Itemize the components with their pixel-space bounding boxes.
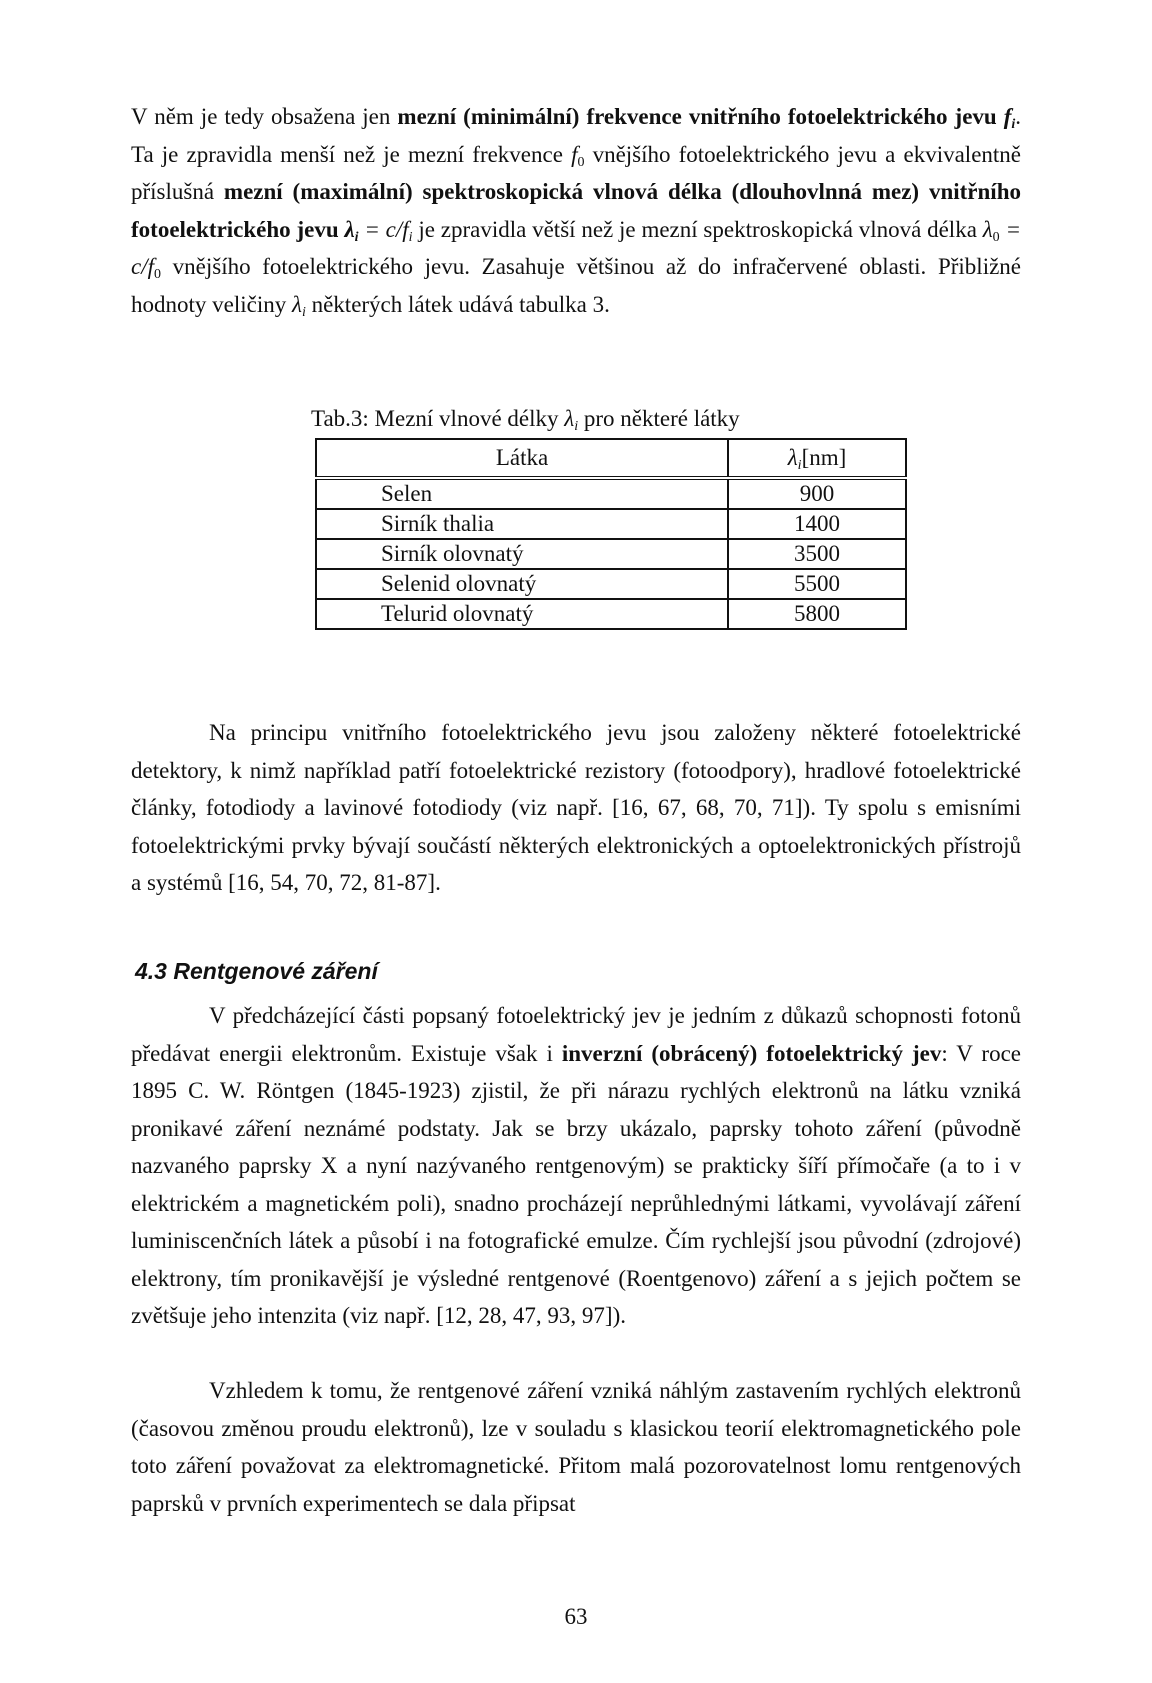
table-header-row — [316, 439, 906, 478]
section-heading: 4.3 Rentgenové záření — [135, 958, 378, 984]
symbol-lambda: λ — [291, 291, 302, 317]
subscript: i — [301, 304, 306, 320]
subscript: 0 — [577, 154, 585, 170]
subscript: 0 — [154, 267, 161, 282]
table-row — [316, 569, 906, 599]
substance-cell: Telurid olovnatý — [316, 599, 728, 629]
subscript: i — [354, 229, 359, 245]
subscript: 0 — [992, 229, 1000, 245]
substance-cell: Selenid olovnatý — [316, 569, 728, 599]
intro-paragraph — [131, 98, 1021, 323]
table-row — [316, 599, 906, 629]
header-substance: Látka — [316, 439, 728, 478]
bold-term: mezní (maximální) spektroskopická vlnová délka (dlouhovlnná mez) vnitřního fotoelektrického jevu — [131, 179, 1021, 242]
substance-cell: Selen — [316, 478, 728, 509]
text: vnějšího fotoelektrického jevu. Zasahuje většinou až do infračervené oblasti. Přibližné hodnoty veličiny — [131, 254, 1021, 317]
value-cell: 900 — [728, 478, 906, 509]
detectors-paragraph: Na principu vnitřního fotoelektrického jevu jsou založeny některé fotoelektrické detektory, k nimž například patří fotoelektrické rezistory (fotoodpory), hradlové fotoelektrické články, fotodiody a lavinové fotodiody (viz např. [16, 67, 68, 70, 71]). Ty spolu s emisními fotoelektrickými prvky bývají součástí některých elektronických a optoelektronických přístrojů a systémů [16, 54, 70, 72, 81-87]. — [131, 720, 1021, 895]
text: V něm je tedy obsažena jen — [131, 104, 398, 129]
header-wavelength: $\lambda_i[nm]$ — [728, 439, 906, 478]
equation: = c/f — [358, 216, 409, 242]
text: vnějšího fotoelektrického jevu a ekvivalentně příslušná — [131, 141, 1021, 204]
value-cell: 1400 — [728, 509, 906, 539]
substance-cell: Sirník olovnatý — [316, 539, 728, 569]
text: . Ta je zpravidla menší než je mezní frekvence — [131, 104, 1022, 167]
text: některých látek udává tabulka 3. — [305, 291, 610, 317]
symbol-f: f — [571, 141, 578, 167]
symbol-lambda: λ — [344, 216, 355, 242]
value-cell: 3500 — [728, 539, 906, 569]
symbol-lambda: λ — [982, 216, 993, 242]
subscript: i — [408, 229, 413, 245]
bold-term: mezní (minimální) frekvence vnitřního fotoelektrického jevu — [397, 104, 997, 129]
table-row — [316, 539, 906, 569]
table-row — [316, 509, 906, 539]
table-caption: Tab.3: Mezní vlnové délky $\lambda_i$ pro některé látky — [311, 406, 740, 434]
xray-paragraph-2: Vzhledem k tomu, že rentgenové záření vzniká náhlým zastavením rychlých elektronů (časovou změnou proudu elektronů), lze v souladu s klasickou teorií elektromagnetického pole toto záření považovat za elektromagnetické. Přitom malá pozorovatelnost lomu rentgenových paprsků v prvních experimentech se dala připsat — [131, 1378, 1021, 1516]
substance-cell: Sirník thalia — [316, 509, 728, 539]
value-cell: 5500 — [728, 569, 906, 599]
value-cell: 5800 — [728, 599, 906, 629]
bold-term: inverzní (obrácený) fotoelektrický jev — [561, 1040, 942, 1066]
wavelength-table — [315, 438, 907, 630]
table-row — [316, 478, 906, 509]
page-number: 63 — [564, 1604, 588, 1629]
xray-paragraph-1: V předcházející části popsaný fotoelektrický jev je jedním z důkazů schopnosti fotonů předávat energii elektronům. Existuje však i inverzní (obrácený) fotoelektrický jev: V roce 1895 C. W. Röntgen (1845-1923) zjistil, že při nárazu rychlých elektronů na látku vzniká pronikavé záření neznámé podstaty. Jak se brzy ukázalo, paprsky tohoto záření (původně nazvaného paprsky X a nyní nazývaného rentgenovým) se prakticky šíří přímočaře (a to i v elektrickém a magnetickém poli), snadno procházejí neprůhlednými látkami, vyvolávají záření luminiscenčních látek a působí i na fotografické emulze. Čím rychlejší jsou původní (zdrojové) elektrony, tím pronikavější je výsledné rentgenové (Roentgenovo) záření a s jejich počtem se zvětšuje jeho intenzita (viz např. [12, 28, 47, 93, 97]). — [131, 1003, 1022, 1328]
text: je zpravidla větší než je mezní spektroskopická vlnová délka — [412, 216, 983, 242]
equation: = c/f — [131, 216, 1021, 279]
symbol-f: f — [1003, 104, 1012, 129]
subscript: i — [1011, 117, 1016, 132]
